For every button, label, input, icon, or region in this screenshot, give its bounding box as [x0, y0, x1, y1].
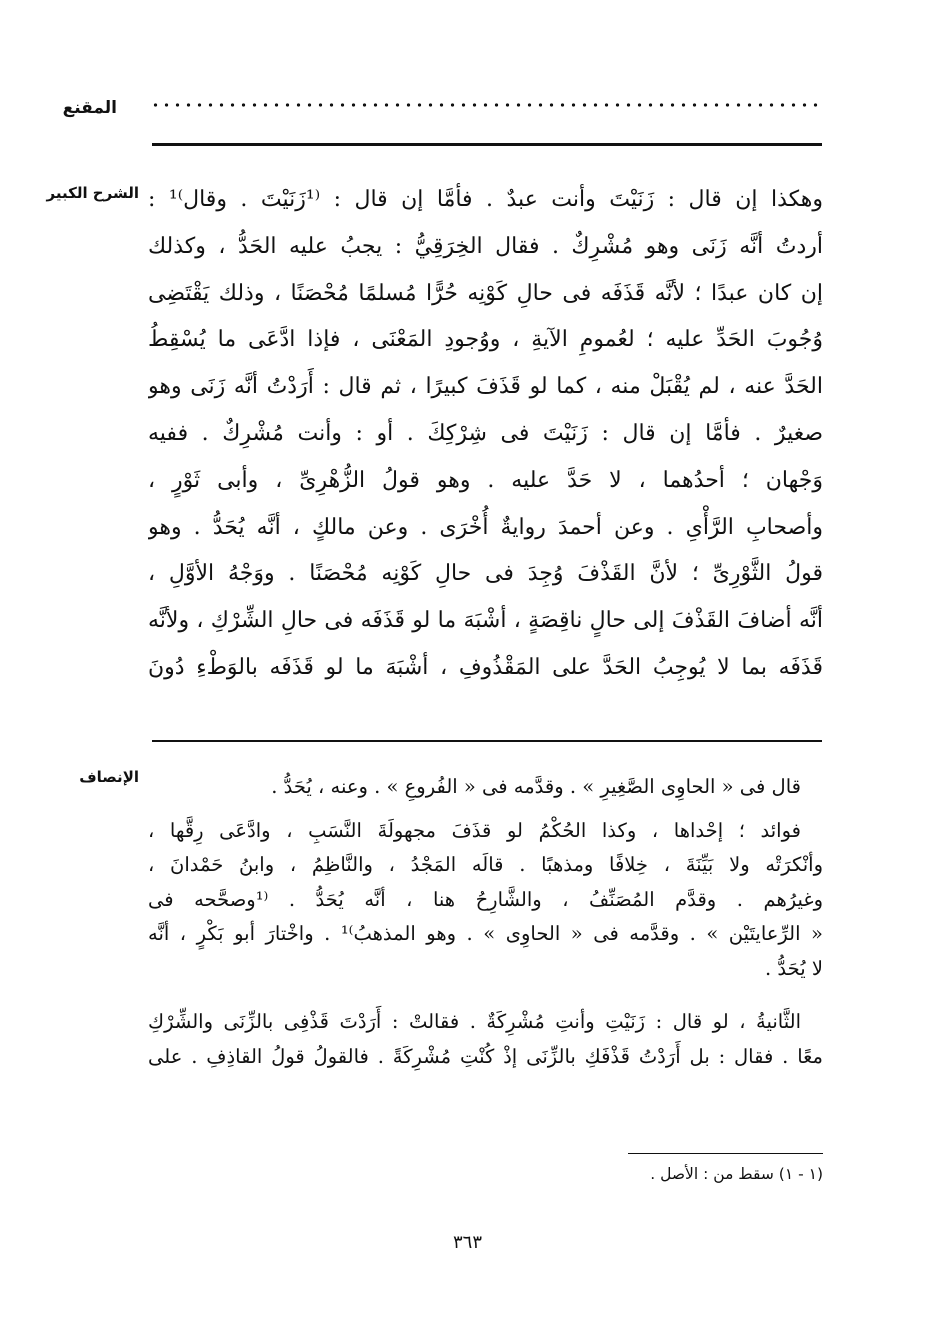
insaf-section-label: الإنصاف: [79, 768, 139, 786]
text-line: وهكذا إن قال : زَنَيْتَ وأنت عبدٌ . فأمَّا إن قال : ⁽¹زَنَيْتَ . وقال⁾¹ :: [148, 187, 823, 212]
running-header: المقنع: [62, 98, 117, 118]
text-line: الثَّانيةُ ، لو قال : زَنَيْتِ وأنتِ مُشْرِكَةٌ . فقالتْ : أَرَدْتَ قَذْفِى بالزِّنَى والشِّرْكِ: [148, 1010, 801, 1033]
text-line: أردتُ أنَّه زَنَى وهو مُشْرِكٌ . فقال الخِرَقِيُّ : يجبُ عليه الحَدُّ ، وكذلك: [148, 233, 823, 259]
text-line: صغيرٌ . فأمَّا إن قال : زَنَيْتَ فى شِرْكِكَ . أو : وأنت مُشْرِكٌ . ففيه: [148, 420, 823, 446]
insaf-text: [148, 770, 823, 1074]
section-divider: [152, 740, 822, 742]
header-rule: [152, 143, 822, 146]
text-line: إن كان عبدًا ؛ لأنَّه قَذَفَه فى حالِ كَوْنِه حُرًّا مُسلمًا مُحْصَنًا ، وذلك يَقْتَضِى: [148, 280, 823, 306]
text-line: لا يُحَدُّ .: [765, 956, 823, 980]
text-line: فوائد ؛ إحْداها ، وكذا الحُكْمُ لو قذَفَ مجهولَةَ النَّسَبِ ، وادَّعَى رِقَّها ،: [148, 818, 801, 842]
text-line: قَذَفَه بما لا يُوجِبُ الحَدَّ على المَقْذُوفِ ، أشْبَهَ ما لو قَذَفَه بالوَطْءِ دُونَ: [148, 654, 823, 680]
sharh-section-label: الشرح الكبير: [46, 184, 139, 202]
text-line: « الرِّعايتَيْن » . وقدَّمه فى « الحاوِى » . وهو المذهبُ⁾¹ . واخْتارَ أبو بَكْرٍ ، أنَّه: [148, 922, 823, 945]
text-line: وغيرُهم . وقدَّم المُصَنِّفُ ، والشَّارِحُ هنا ، أنَّه يُحَدُّ . ⁽¹وصحَّحه فى: [148, 887, 823, 911]
sharh-text: [148, 177, 823, 692]
text-line: أنَّه أضافَ القَذْفَ إلى حالٍ ناقِصَةٍ ، أشْبَهَ ما لو قَذَفَه فى حالِ الشِّرْكِ ، ولأنَّه: [148, 608, 823, 634]
text-line: معًا . فقال : بل أَرَدْتُ قَذْفَكِ بالزِّنَى إذْ كُنْتِ مُشْرِكَةً . فالقولُ قولُ القاذِفِ . على: [148, 1044, 823, 1068]
text-line: وأنْكرَتْه ولا بَيِّنَةَ ، خِلافًا ومذهبًا . قالَه المَجْدُ ، والنَّاظِمُ ، وابنُ حَمْدانَ ،: [148, 853, 823, 876]
footnote-rule: [628, 1153, 823, 1154]
footnote: (١ - ١) سقط من : الأصل .: [650, 1165, 823, 1183]
page-number: ٣٦٣: [452, 1232, 482, 1253]
text-line: قال فى « الحاوِى الصَّغِيرِ » . وقدَّمه فى « الفُروعِ » . وعنه ، يُحَدُّ .: [271, 775, 801, 798]
text-line: وُجُوبَ الحَدِّ عليه ؛ لعُمومِ الآيةِ ، ووُجودِ المَعْنَى ، فإذا ادَّعَى ما يُسْقِطُ: [148, 327, 823, 353]
text-line: وَجْهان ؛ أحدُهما ، لا حَدَّ عليه . وهو قولُ الزُّهْرِىِّ ، وأبى ثَوْرٍ ،: [148, 467, 823, 493]
header-dotted-leader: [150, 103, 822, 107]
text-line: قولُ الثَّوْرِىِّ ؛ لأنَّ القَذْفَ وُجِدَ فى حالِ كَوْنِه مُحْصَنًا . ووَجْهُ الأوَّلِ ،: [148, 561, 823, 587]
text-line: الحَدَّ عنه ، لم يُقْبَلْ منه ، كما لو قَذَفَ كبيرًا ، ثم قال : أَرَدْتُ أنَّه زَنَى وهو: [148, 374, 823, 400]
text-line: وأصحابِ الرَّأْىِ . وعن أحمدَ روايةٌ أُخْرَى . وعن مالكٍ ، أنَّه يُحَدُّ . وهو: [148, 514, 823, 540]
